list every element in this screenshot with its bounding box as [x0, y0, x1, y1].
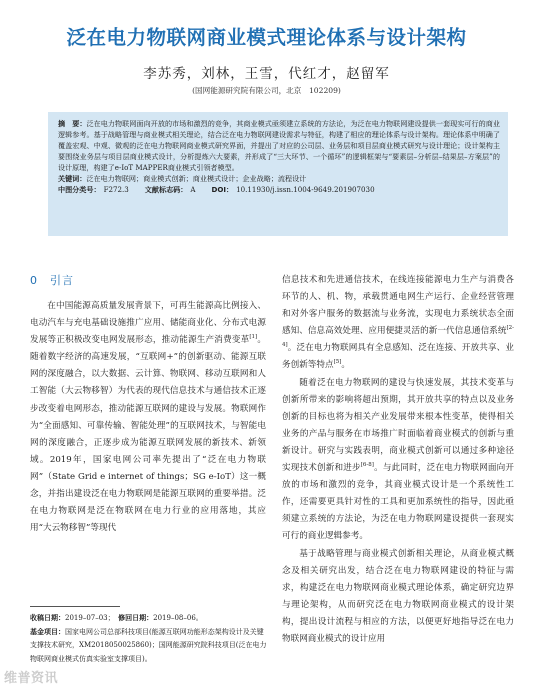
fund-text: 国家电网公司总部科技项目(能源互联网功能形态架构设计及关键支撑技术研究，XM2018050025860)；国网能源研究院科技项目(泛在电力物联网商业模式仿真实验室支撑项目)。	[30, 627, 267, 663]
watermark: 维普资讯	[4, 671, 59, 686]
received-label: 收稿日期：	[30, 614, 65, 622]
clc-field	[58, 184, 129, 195]
section-number: 0	[30, 274, 38, 287]
left-column	[30, 272, 266, 537]
received-date: 2019–07–03；	[65, 614, 112, 622]
clc-value: F272.3	[103, 185, 129, 194]
intro-text-2b: 。与此同时，泛在电力物联网面向开放的市场和激烈的竞争，其商业模式设计是一个系统性工作，还需要更具针对性的工具和更加系统性的指导，因此亟须建立系统的方法论，为泛在电力物联网建设提供一套现实可行的商业逻辑参考。	[282, 463, 514, 542]
clc-label: 中图分类号：	[58, 185, 101, 194]
doi-value: 10.11930/j.issn.1004-9649.201907030	[236, 185, 375, 194]
intro-text-1a: 在中国能源高质量发展背景下，可再生能源高比例接入、电动汽车与充电基础设施推广应用、储能商业化、分布式电源发展等正积极改变电网发展形态，推动能源生产消费变革	[30, 301, 266, 346]
citation[interactable]: [2-4]	[282, 325, 514, 349]
classification-line	[58, 184, 500, 195]
keywords: 泛在电力物联网；商业模式创新；商业模式设计；企业战略；流程设计	[86, 174, 307, 183]
section-title: 引言	[50, 274, 74, 287]
abstract	[58, 118, 500, 173]
date-line	[30, 612, 270, 626]
author-list: 李苏秀，刘林，王雪，代红才，赵留军	[143, 66, 390, 82]
abstract-box	[48, 112, 508, 236]
citation[interactable]: [1]	[249, 334, 258, 341]
revised-label: 修回日期：	[118, 614, 154, 622]
intro-text-2a: 随着泛在电力物联网的建设与快速发展，其技术变革与创新所带来的影响将超出预期，其开放共享的特点以及业务创新的目标也将为相关产业发展带来根本性变革，使得相关业务的产品与服务在市场推广时面临着商业模式的创新与重新设计。研究与实践表明，商业模式创新可以通过多种途径实现技术创新和进步	[282, 377, 514, 474]
doi-field	[211, 184, 374, 195]
affiliation: (国网能源研究院有限公司，北京 102209)	[192, 86, 341, 95]
abstract-text: 泛在电力物联网面向开放的市场和激烈的竞争，其商业模式亟须建立系统的方法论，为泛在电力物联网建设提供一套现实可行的商业逻辑参考。基于战略管理与商业模式相关理论，结合泛在电力物联网建设需求与特征，构建了相应的理论体系与设计架构。理论体系中明确了覆盖宏观、中观、微观的泛在电力物联网商业模式研究界面，并提出了对应的公司层、业务层和项目层商业模式研究与设计理论；设计架构主要围绕业务层与项目层商业模式设计，分析提炼六大要素，并形成了“三大环节、一个循环”的逻辑框架与“要素层–分析层–结果层–方案层”的设计原理，构建了e-IoT MAPPER商业模式引领者模型。	[58, 119, 501, 172]
revised-date: 2019–08–06。	[153, 614, 203, 622]
section-heading	[30, 272, 266, 288]
right-column	[282, 272, 514, 648]
doc-code-value: A	[190, 185, 196, 194]
citation[interactable]: [5]	[333, 359, 342, 366]
intro-paragraph-3: 基于战略管理与商业模式创新相关理论，从商业模式概念及相关研究出发，结合泛在电力物联网建设的特征与需求，构建泛在电力物联网商业模式理论体系，确定研究边界与理论架构，从而研究泛在电力物联网商业模式的设计架构，提出设计流程与相应的方法，以便更好地指导泛在电力物联网商业模式的设计应用	[282, 548, 514, 644]
intro-text-1e: 。	[341, 360, 350, 371]
footnote-divider	[30, 606, 120, 607]
keywords-line	[58, 173, 500, 184]
intro-text-1c: 信息技术和先进通信技术，在线连接能源电力生产与消费各环节的人、机、物，承载贯通电网生产运行、企业经营管理和对外客户服务的数据流与业务流，实现电力系统状态全面感知、信息高效处理、应用便捷灵活的新一代信息通信系统	[282, 275, 514, 337]
footnotes	[30, 612, 270, 666]
intro-paragraph-1	[30, 298, 266, 537]
doc-code-label: 文献标志码：	[144, 185, 188, 194]
fund-label: 基金项目：	[30, 627, 65, 636]
doc-code-field	[145, 184, 196, 195]
intro-text-1b: 。随着数字经济的高速发展，“互联网+”的创新驱动、能源互联网的深度融合，以大数据、云计算、物联网、移动互联网和人工智能（大云物移智）为代表的现代信息技术与通信技术正逐步改变着电网形态，推动能源互联网的建设与发展。物联网作为“全面感知、可靠传输、智能处理”的互联网技术，与智能电网的深度融合，正逐步成为能源互联网发展的新技术、新领域。2019年，国家电网公司率先提出了“泛在电力物联网”（State Grid e internet of things；SG e-IoT）这一概念，并指出建设泛在电力物联网是能源互联网的重要举措。泛在电力物联网是泛在物联网在电力行业的应用落地，其应用“大云物移智”等现代	[30, 335, 266, 534]
intro-text-1d: 。泛在电力物联网具有全息感知、泛在连接、开放共享、业务创新等特点	[282, 343, 514, 371]
doi-label: DOI：	[211, 185, 234, 194]
keywords-label: 关键词：	[58, 174, 87, 183]
intro-paragraph-2	[282, 375, 514, 546]
intro-paragraph-1-cont	[282, 272, 514, 375]
citation[interactable]: [6-8]	[360, 462, 374, 469]
paper-title: 泛在电力物联网商业模式理论体系与设计架构	[66, 26, 467, 49]
fund-line	[30, 626, 270, 667]
abstract-label: 摘 要：	[58, 119, 87, 128]
